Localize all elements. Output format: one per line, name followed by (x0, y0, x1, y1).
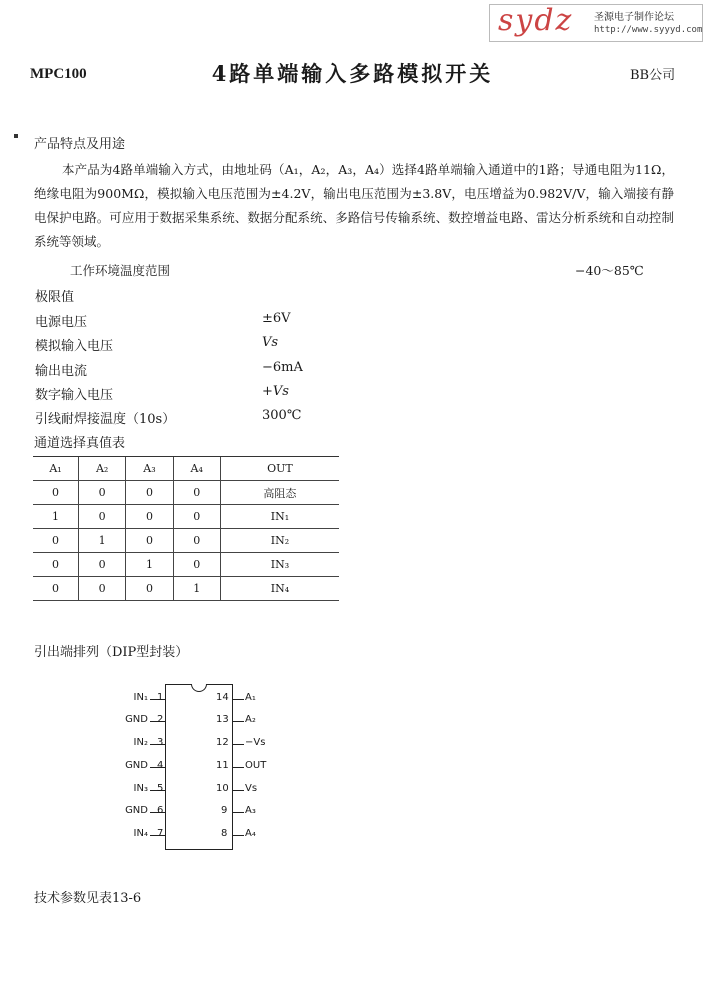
rating-label: 电源电压 (35, 315, 88, 330)
table-cell: 高阻态 (220, 481, 339, 505)
table-cell: IN₂ (220, 529, 339, 553)
pin-number: 14 (216, 692, 229, 703)
table-cell: 1 (173, 577, 220, 601)
rating-value: Vs (262, 335, 279, 350)
rating-value: +Vs (262, 384, 289, 399)
table-cell: 0 (173, 505, 220, 529)
pin-name: GND (125, 805, 148, 816)
pin-number: 13 (216, 714, 229, 725)
rating-value: ±6V (262, 311, 291, 326)
rating-label: 输出电流 (35, 364, 88, 379)
logo-site-name: 圣源电子制作论坛 (594, 12, 674, 23)
logo-mark: sydz (498, 3, 574, 38)
pin-lead (232, 699, 244, 700)
manufacturer: BB公司 (630, 68, 676, 83)
pin-number: 5 (157, 783, 164, 794)
table-row (33, 553, 339, 577)
pin-name: GND (125, 760, 148, 771)
table-cell: 0 (126, 481, 173, 505)
pin-name: IN₃ (133, 783, 148, 794)
rating-value: −6mA (262, 360, 303, 375)
rating-label: 数字输入电压 (35, 388, 114, 403)
table-cell: IN₁ (220, 505, 339, 529)
pin-number: 9 (221, 805, 228, 816)
part-number: MPC100 (30, 66, 87, 82)
table-cell: 0 (126, 577, 173, 601)
column-header: A₁ (33, 457, 79, 481)
rating-label: 引线耐焊接温度（10s） (35, 412, 176, 427)
pin-name: Vs (245, 783, 258, 794)
table-cell: 0 (79, 553, 126, 577)
table-cell: 1 (126, 553, 173, 577)
pin-name: OUT (245, 760, 267, 771)
pin-lead (232, 767, 244, 768)
table-cell: 0 (33, 529, 79, 553)
table-row (33, 505, 339, 529)
rating-value: 300℃ (262, 408, 302, 423)
pin-name: A₄ (245, 828, 256, 839)
pin-name: IN₄ (133, 828, 148, 839)
pin-name: IN₂ (133, 737, 148, 748)
temp-label: 工作环境温度范围 (70, 263, 171, 278)
table-row (33, 529, 339, 553)
logo-url: http://www.syyyd.com (594, 25, 703, 35)
table-row (33, 481, 339, 505)
temp-value: −40～85℃ (575, 263, 644, 278)
table-cell: IN₄ (220, 577, 339, 601)
pin-name: A₃ (245, 805, 256, 816)
watermark-logo (489, 4, 703, 42)
column-header: A₄ (173, 457, 220, 481)
pin-number: 12 (216, 737, 229, 748)
rating-label: 模拟输入电压 (35, 339, 114, 354)
pin-lead (232, 744, 244, 745)
table-cell: 0 (173, 553, 220, 577)
column-header: A₃ (126, 457, 173, 481)
pin-number: 4 (157, 760, 164, 771)
column-header: OUT (220, 457, 339, 481)
pin-number: 6 (157, 805, 164, 816)
pin-name: A₁ (245, 692, 256, 703)
table-cell: 1 (79, 529, 126, 553)
table-cell: 0 (33, 553, 79, 577)
table-cell: 0 (126, 529, 173, 553)
table-header-row (33, 457, 339, 481)
page-title: 4路单端输入多路模拟开关 (211, 61, 494, 86)
table-cell: 0 (79, 505, 126, 529)
ratings-heading: 极限值 (35, 290, 75, 305)
pin-name: GND (125, 714, 148, 725)
table-cell: 0 (173, 529, 220, 553)
table-cell: 0 (79, 577, 126, 601)
pinout-heading: 引出端排列（DIP型封装） (34, 645, 189, 660)
pin-number: 8 (221, 828, 228, 839)
pin-lead (232, 790, 244, 791)
bullet-mark (14, 134, 18, 138)
table-cell: 0 (126, 505, 173, 529)
table-cell: 0 (173, 481, 220, 505)
package-notch (191, 684, 207, 692)
pin-number: 10 (216, 783, 229, 794)
table-cell: 0 (79, 481, 126, 505)
pin-lead (232, 812, 244, 813)
table-cell: 0 (33, 481, 79, 505)
table-cell: 0 (33, 577, 79, 601)
features-heading: 产品特点及用途 (34, 137, 126, 152)
table-cell: IN₃ (220, 553, 339, 577)
pin-lead (232, 835, 244, 836)
pin-name: IN₁ (133, 692, 148, 703)
footer-note: 技术参数见表13-6 (34, 891, 142, 906)
table-row (33, 577, 339, 601)
truth-table (33, 456, 339, 601)
pin-number: 1 (157, 692, 164, 703)
truth-table-heading: 通道选择真值表 (34, 436, 126, 451)
pin-lead (232, 721, 244, 722)
pin-number: 7 (157, 828, 164, 839)
pin-number: 11 (216, 760, 229, 771)
pin-name: A₂ (245, 714, 256, 725)
table-cell: 1 (33, 505, 79, 529)
column-header: A₂ (79, 457, 126, 481)
pin-name: −Vs (245, 737, 266, 748)
features-paragraph: 本产品为4路单端输入方式，由地址码（A₁，A₂，A₃，A₄）选择4路单端输入通道中的1路；导通电阻为11Ω，绝缘电阻为900MΩ，模拟输入电压范围为±4.2V，输出电压范围为±3.8V，电压增益为0.982V/V，输入端接有静电保护电路。可应用于数据采集系统、数据分配系统、多路信号传输系统、数控增益电路、雷达分析系统和自动控制系统等领域。 (34, 162, 674, 249)
pin-number: 2 (157, 714, 164, 725)
pin-number: 3 (157, 737, 164, 748)
